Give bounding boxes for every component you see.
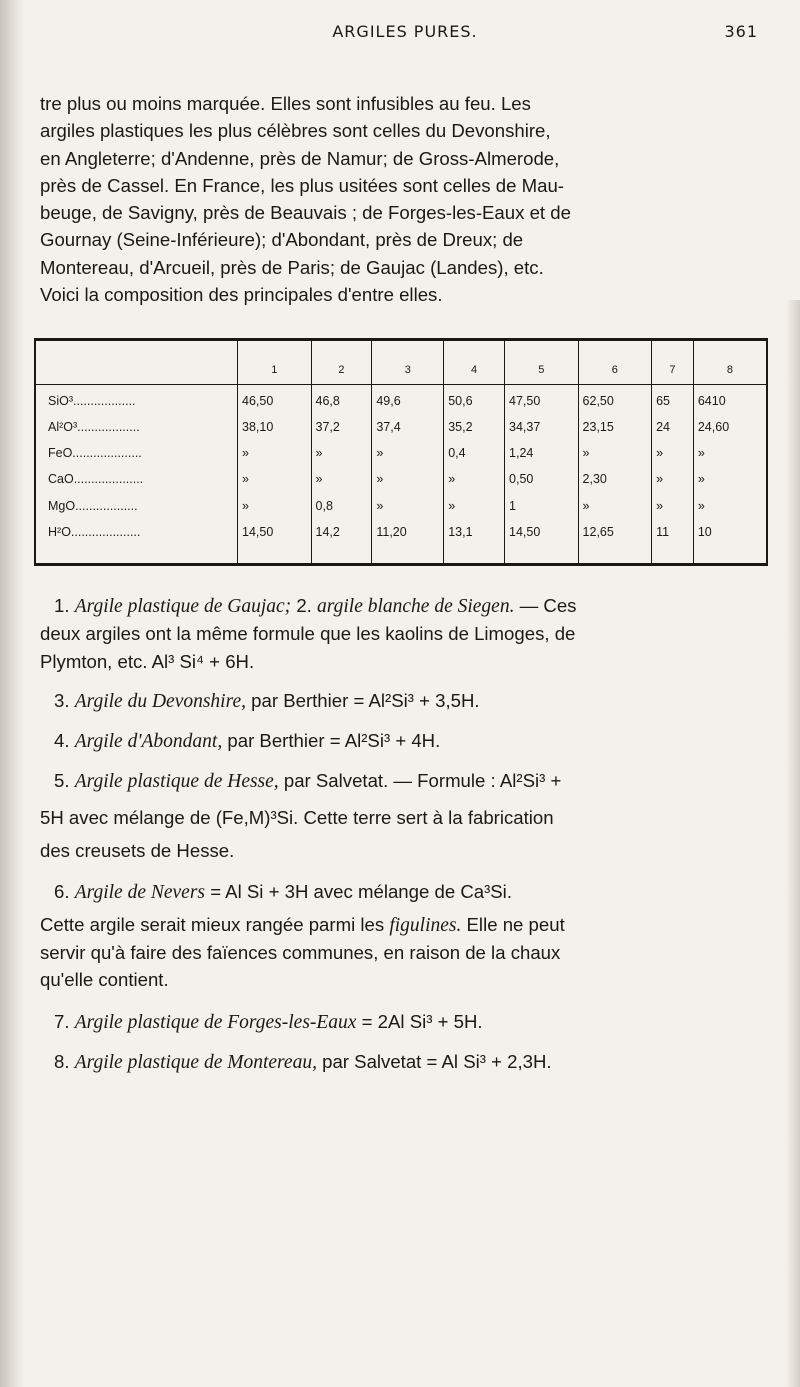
table-cell: 0,4 xyxy=(444,445,505,471)
text-line: en Angleterre; d'Andenne, près de Namur; de Gross-Almerode, xyxy=(40,147,560,169)
table-cell: 49,6 xyxy=(372,393,444,419)
table-cell: 35,2 xyxy=(444,419,505,445)
note-title: argile blanche de Siegen. xyxy=(317,596,515,617)
note-4 xyxy=(40,727,768,755)
text-line: Montereau, d'Arcueil, près de Paris; de Gaujac (Landes), etc. xyxy=(40,256,544,278)
table-cell: 65 xyxy=(652,393,694,419)
column-header: 1 xyxy=(238,341,312,385)
row-label: MgO.................. xyxy=(48,498,138,513)
note-title: Argile de Nevers xyxy=(74,882,206,904)
text-line: près de Cassel. En France, les plus usitées sont celles de Mau- xyxy=(40,174,564,196)
table-cell: » xyxy=(444,498,505,524)
table-cell: 62,50 xyxy=(578,393,652,419)
note-text: = Al Si + 3H avec mélange de Ca³Si. xyxy=(210,881,512,903)
table-row xyxy=(36,498,766,524)
table-cell: 1 xyxy=(505,498,579,524)
text-line: argiles plastiques les plus célèbres sont celles du Devonshire, xyxy=(40,120,551,142)
row-label: H²O.................... xyxy=(48,524,141,539)
table-cell: » xyxy=(311,445,372,471)
column-header: 4 xyxy=(444,341,505,385)
note-text: = 2Al Si³ + 5H. xyxy=(361,1010,483,1032)
note-1-2 xyxy=(40,592,768,620)
table-cell: » xyxy=(444,471,505,497)
table-cell: 34,37 xyxy=(505,419,579,445)
table-cell: 2,30 xyxy=(578,471,652,497)
row-label: SiO³.................. xyxy=(48,394,136,408)
table-cell: 23,15 xyxy=(578,419,652,445)
table-cell: 0,50 xyxy=(505,471,579,497)
note-number: 6. xyxy=(54,881,70,903)
table-cell: » xyxy=(372,498,444,524)
note-number: 1. xyxy=(54,595,70,616)
table-cell: » xyxy=(693,445,766,471)
note-line: servir qu'à faire des faïences communes, en raison de la chaux xyxy=(40,941,561,963)
column-header: 2 xyxy=(311,341,372,385)
note-text: par Berthier = Al²Si³ + 3,5H. xyxy=(251,689,480,711)
note-text: Elle ne peut xyxy=(466,913,565,935)
page-edge-shadow xyxy=(786,300,800,1387)
note-line: deux argiles ont la même formule que les kaolins de Limoges, de xyxy=(40,623,576,645)
note-title: Argile d'Abondant, xyxy=(74,731,223,753)
note-title: Argile du Devonshire, xyxy=(74,690,246,712)
table-cell: 10 xyxy=(693,524,766,563)
table-cell: 37,2 xyxy=(311,419,372,445)
table-cell: 14,50 xyxy=(505,524,579,563)
note-text: par Berthier = Al²Si³ + 4H. xyxy=(227,730,441,752)
column-header: 3 xyxy=(372,341,444,385)
table-cell: » xyxy=(652,498,694,524)
table-cell: » xyxy=(238,471,312,497)
note-line: Plymton, etc. Al³ Si⁴ + 6H. xyxy=(40,650,255,672)
table-cell: 24,60 xyxy=(693,419,766,445)
table-row xyxy=(36,471,766,497)
table-cell: 47,50 xyxy=(505,393,579,419)
note-line: 5H avec mélange de (Fe,M)³Si. Cette terre sert à la fabrication xyxy=(40,806,554,828)
table-cell: 50,6 xyxy=(444,393,505,419)
note-line: des creusets de Hesse. xyxy=(40,840,235,862)
note-5 xyxy=(40,767,768,795)
table-cell: » xyxy=(578,498,652,524)
note-number: 7. xyxy=(54,1010,70,1032)
table-row xyxy=(36,524,766,563)
running-title: ARGILES PURES. xyxy=(332,22,478,41)
row-label: FeO.................... xyxy=(48,446,142,461)
running-header xyxy=(40,22,770,46)
table-cell: 12,65 xyxy=(578,524,652,563)
table-cell: » xyxy=(238,445,312,471)
note-line: qu'elle contient. xyxy=(40,969,169,991)
note-text: Cette argile serait mieux rangée parmi les xyxy=(40,913,385,935)
note-number: 5. xyxy=(54,770,70,792)
composition-table xyxy=(34,338,768,566)
note-line xyxy=(40,911,768,939)
table-row xyxy=(36,419,766,445)
table-row xyxy=(36,393,766,419)
table-cell: 6410 xyxy=(693,393,766,419)
column-header: 8 xyxy=(693,341,766,385)
note-number: 8. xyxy=(54,1050,70,1072)
table-cell: » xyxy=(238,498,312,524)
text-line: Gournay (Seine-Inférieure); d'Abondant, près de Dreux; de xyxy=(40,229,524,251)
table-cell: » xyxy=(652,471,694,497)
note-title: Argile plastique de Forges-les-Eaux xyxy=(74,1011,357,1033)
table-cell: 13,1 xyxy=(444,524,505,563)
page-number: 361 xyxy=(724,22,758,41)
intro-paragraph xyxy=(40,90,768,308)
table-cell: 38,10 xyxy=(238,419,312,445)
table-cell: 46,8 xyxy=(311,393,372,419)
text-line: tre plus ou moins marquée. Elles sont infusibles au feu. Les xyxy=(40,93,531,114)
table-notes xyxy=(40,592,768,1076)
table-cell: » xyxy=(578,445,652,471)
table-cell: 0,8 xyxy=(311,498,372,524)
table-corner xyxy=(36,341,238,385)
table-cell: » xyxy=(693,498,766,524)
table-cell: » xyxy=(311,471,372,497)
table-cell: 14,50 xyxy=(238,524,312,563)
note-number: 2. xyxy=(296,595,312,616)
note-number: 3. xyxy=(54,689,70,711)
note-text: par Salvetat. — Formule : Al²Si³ + xyxy=(283,770,562,792)
note-text: par Salvetat = Al Si³ + 2,3H. xyxy=(322,1050,552,1072)
note-title: Argile plastique de Gaujac; xyxy=(74,596,292,617)
table-cell: » xyxy=(372,445,444,471)
row-label: Al²O³.................. xyxy=(48,420,140,435)
table-cell: 1,24 xyxy=(505,445,579,471)
table-cell: 14,2 xyxy=(311,524,372,563)
row-label: CaO.................... xyxy=(48,472,144,487)
note-6 xyxy=(40,878,768,906)
table-cell: 37,4 xyxy=(372,419,444,445)
text-line: beuge, de Savigny, près de Beauvais ; de Forges-les-Eaux et de xyxy=(40,202,571,224)
table-cell: 11 xyxy=(652,524,694,563)
table-cell: 24 xyxy=(652,419,694,445)
text-line: Voici la composition des principales d'entre elles. xyxy=(40,284,443,306)
table-cell: » xyxy=(693,471,766,497)
note-7 xyxy=(40,1008,768,1036)
table-cell: » xyxy=(372,471,444,497)
column-header: 5 xyxy=(505,341,579,385)
page-gutter-shadow xyxy=(0,0,24,1387)
note-number: 4. xyxy=(54,730,70,752)
note-8 xyxy=(40,1048,768,1076)
column-header: 6 xyxy=(578,341,652,385)
note-title: Argile plastique de Hesse, xyxy=(74,771,279,793)
note-emphasis: figulines. xyxy=(389,914,462,936)
note-text: — Ces xyxy=(519,595,577,616)
table-cell: » xyxy=(652,445,694,471)
table-cell: 46,50 xyxy=(238,393,312,419)
table-header-row xyxy=(36,341,766,385)
table-row xyxy=(36,445,766,471)
note-3 xyxy=(40,687,768,715)
note-title: Argile plastique de Montereau, xyxy=(74,1051,317,1073)
table-cell: 11,20 xyxy=(372,524,444,563)
column-header: 7 xyxy=(652,341,694,385)
